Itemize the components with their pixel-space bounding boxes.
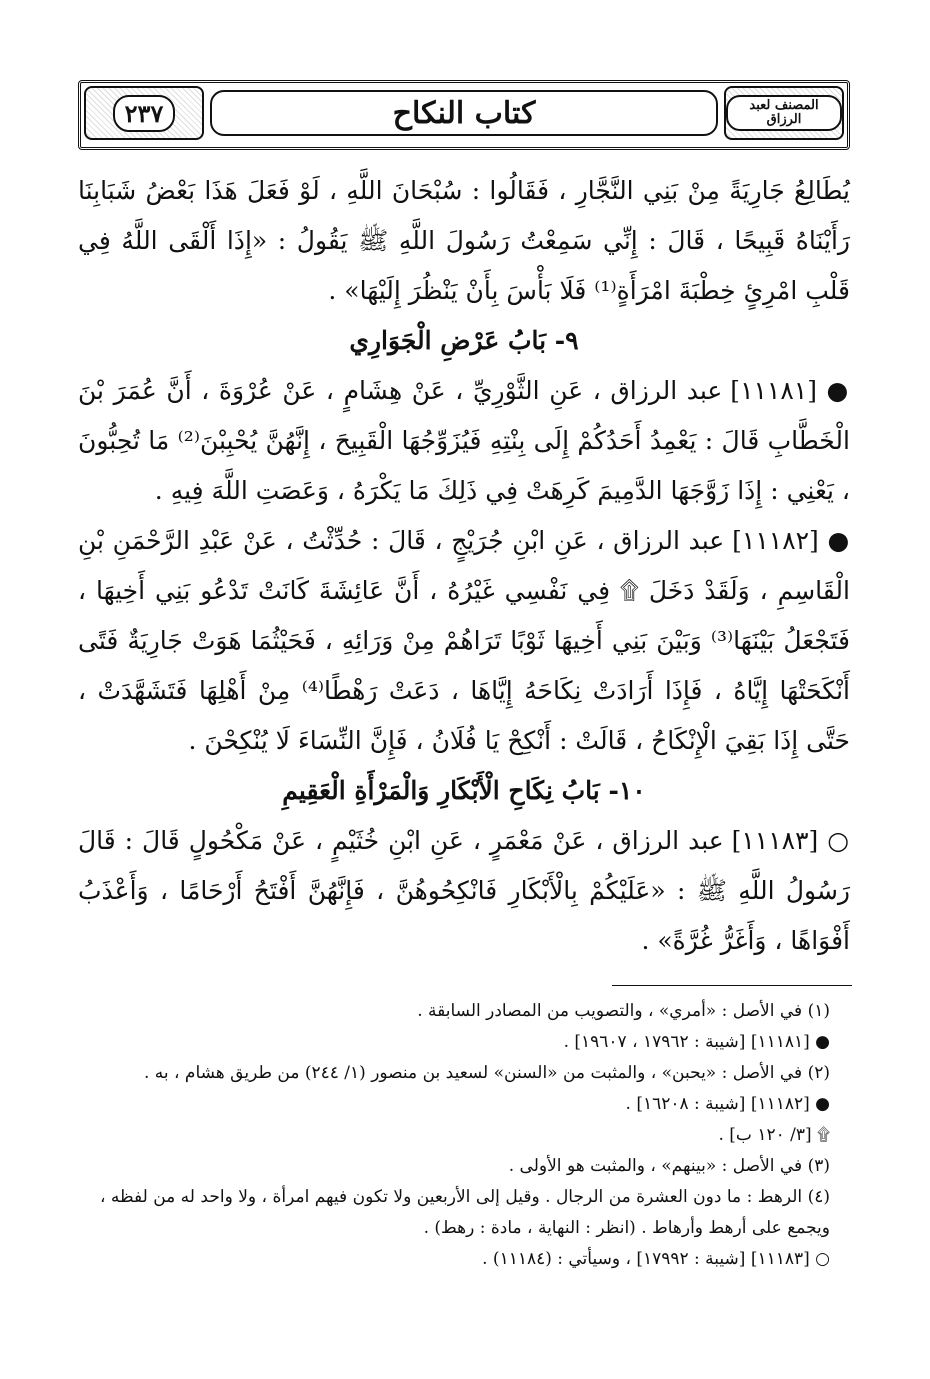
footnote: (٢) في الأصل : «يحبن» ، والمثبت من «السنن» لسعيد بن منصور (١/ ٢٤٤) من طريق هشام ، به . [143,1063,830,1083]
continuation-paragraph: يُطَالِعُ جَارِيَةً مِنْ بَنِي النَّجَّارِ ، فَقَالُوا : سُبْحَانَ اللَّهِ ، لَوْ فَعَلَ هَذَا بَعْضُ شَبَابِنَا رَأَيْنَاهُ قَبِيحًا ، قَالَ : إِنِّي سَمِعْتُ رَسُولَ اللَّهِ ﷺ يَقُولُ : «إِذَا أَلْقَى اللَّهُ فِي قَلْبِ امْرِئٍ خِطْبَةَ امْرَأَةٍ⁽¹⁾ فَلَا بَأْسَ بِأَنْ يَنْظُرَ إِلَيْهَا» . [78,176,850,305]
footnote: (١) في الأصل : «أمري» ، والتصويب من المصادر السابقة . [417,1001,830,1021]
book-title: كتاب النكاح [392,95,536,131]
header-title-box [210,90,718,136]
footnotes [100,996,830,1275]
footnote: (٤) الرهط : ما دون العشرة من الرجال . وقيل إلى الأربعين ولا تكون فيهم امرأة ، ولا واحد له من لفظه ، ويجمع على أرهط وأرهاط . (انظر : النهاية ، مادة : رهط) . [100,1187,830,1238]
chapter-heading-10: ١٠- بَابُ نِكَاحِ الْأَبْكَارِ وَالْمَرْأَةِ الْعَقِيمِ [282,776,646,805]
chapter-heading-9: ٩- بَابُ عَرْضِ الْجَوَارِي [349,326,579,355]
footnote: ● [١١١٨١] [شيبة : ١٧٩٦٢ ، ١٩٦٠٧] . [563,1032,830,1052]
page-header [78,80,850,150]
footnote: ○ [١١١٨٣] [شيبة : ١٧٩٩٢] ، وسيأتي : (١١١٨٤) . [482,1249,830,1269]
book-logo: المصنف لعبد الرزاق [726,95,842,132]
book-logo-ornament [724,86,844,140]
footnote: ۩ [٣/ ١٢٠ ب] . [718,1125,830,1145]
page-number-ornament [84,86,204,140]
main-text [78,166,850,966]
hadith-11182: ● [١١١٨٢] عبد الرزاق ، عَنِ ابْنِ جُرَيْجٍ ، قَالَ : حُدِّثْتُ ، عَنْ عَبْدِ الرَّحْمَنِ بْنِ الْقَاسِمِ ، وَلَقَدْ دَخَلَ ۩ فِي نَفْسِي غَيْرُهُ ، أَنَّ عَائِشَةَ كَانَتْ تَدْعُو بَنِي أَخِيهَا ، فَتَجْعَلُ بَيْنَهَا⁽³⁾ وَبَيْنَ بَنِي أَخِيهَا ثَوْبًا تَرَاهُمْ مِنْ وَرَائِهِ ، فَحَيْثُمَا هَوَتْ جَارِيَةٌ فَتًى أَنْكَحَتْهَا إِيَّاهُ ، فَإِذَا أَرَادَتْ نِكَاحَهُ إِيَّاهَا ، دَعَتْ رَهْطًا⁽⁴⁾ مِنْ أَهْلِهَا فَتَشَهَّدَتْ ، حَتَّى إِذَا بَقِيَ الْإِنْكَاحُ ، قَالَتْ : أَنْكِحْ يَا فُلَانُ ، فَإِنَّ النِّسَاءَ لَا يُنْكِحْنَ . [78,526,851,755]
footnote: ● [١١١٨٢] [شيبة : ١٦٢٠٨] . [625,1094,830,1114]
page-number: ٢٣٧ [113,95,176,132]
hadith-11181: ● [١١١٨١] عبد الرزاق ، عَنِ الثَّوْرِيِّ ، عَنْ هِشَامٍ ، عَنْ عُرْوَةَ ، أَنَّ عُمَرَ بْنَ الْخَطَّابِ قَالَ : يَعْمِدُ أَحَدُكُمْ إِلَى بِنْتِهِ فَيُزَوِّجُهَا الْقَبِيحَ ، إِنَّهُنَّ يُحْبِبْنَ⁽²⁾ مَا تُحِبُّونَ ، يَعْنِي : إِذَا زَوَّجَهَا الدَّمِيمَ كَرِهَتْ فِي ذَلِكَ مَا يَكْرَهُ ، وَعَصَتِ اللَّهَ فِيهِ . [78,376,851,505]
hadith-11183: ○ [١١١٨٣] عبد الرزاق ، عَنْ مَعْمَرٍ ، عَنِ ابْنِ خُثَيْمٍ ، عَنْ مَكْحُولٍ قَالَ : قَالَ رَسُولُ اللَّهِ ﷺ : «عَلَيْكُمْ بِالْأَبْكَارِ فَانْكِحُوهُنَّ ، فَإِنَّهُنَّ أَفْتَحُ أَرْحَامًا ، وَأَعْذَبُ أَفْوَاهًا ، وَأَغَرُّ غُرَّةً» . [78,826,850,955]
footnote: (٣) في الأصل : «بينهم» ، والمثبت هو الأولى . [508,1156,830,1176]
footnote-divider [612,985,852,986]
